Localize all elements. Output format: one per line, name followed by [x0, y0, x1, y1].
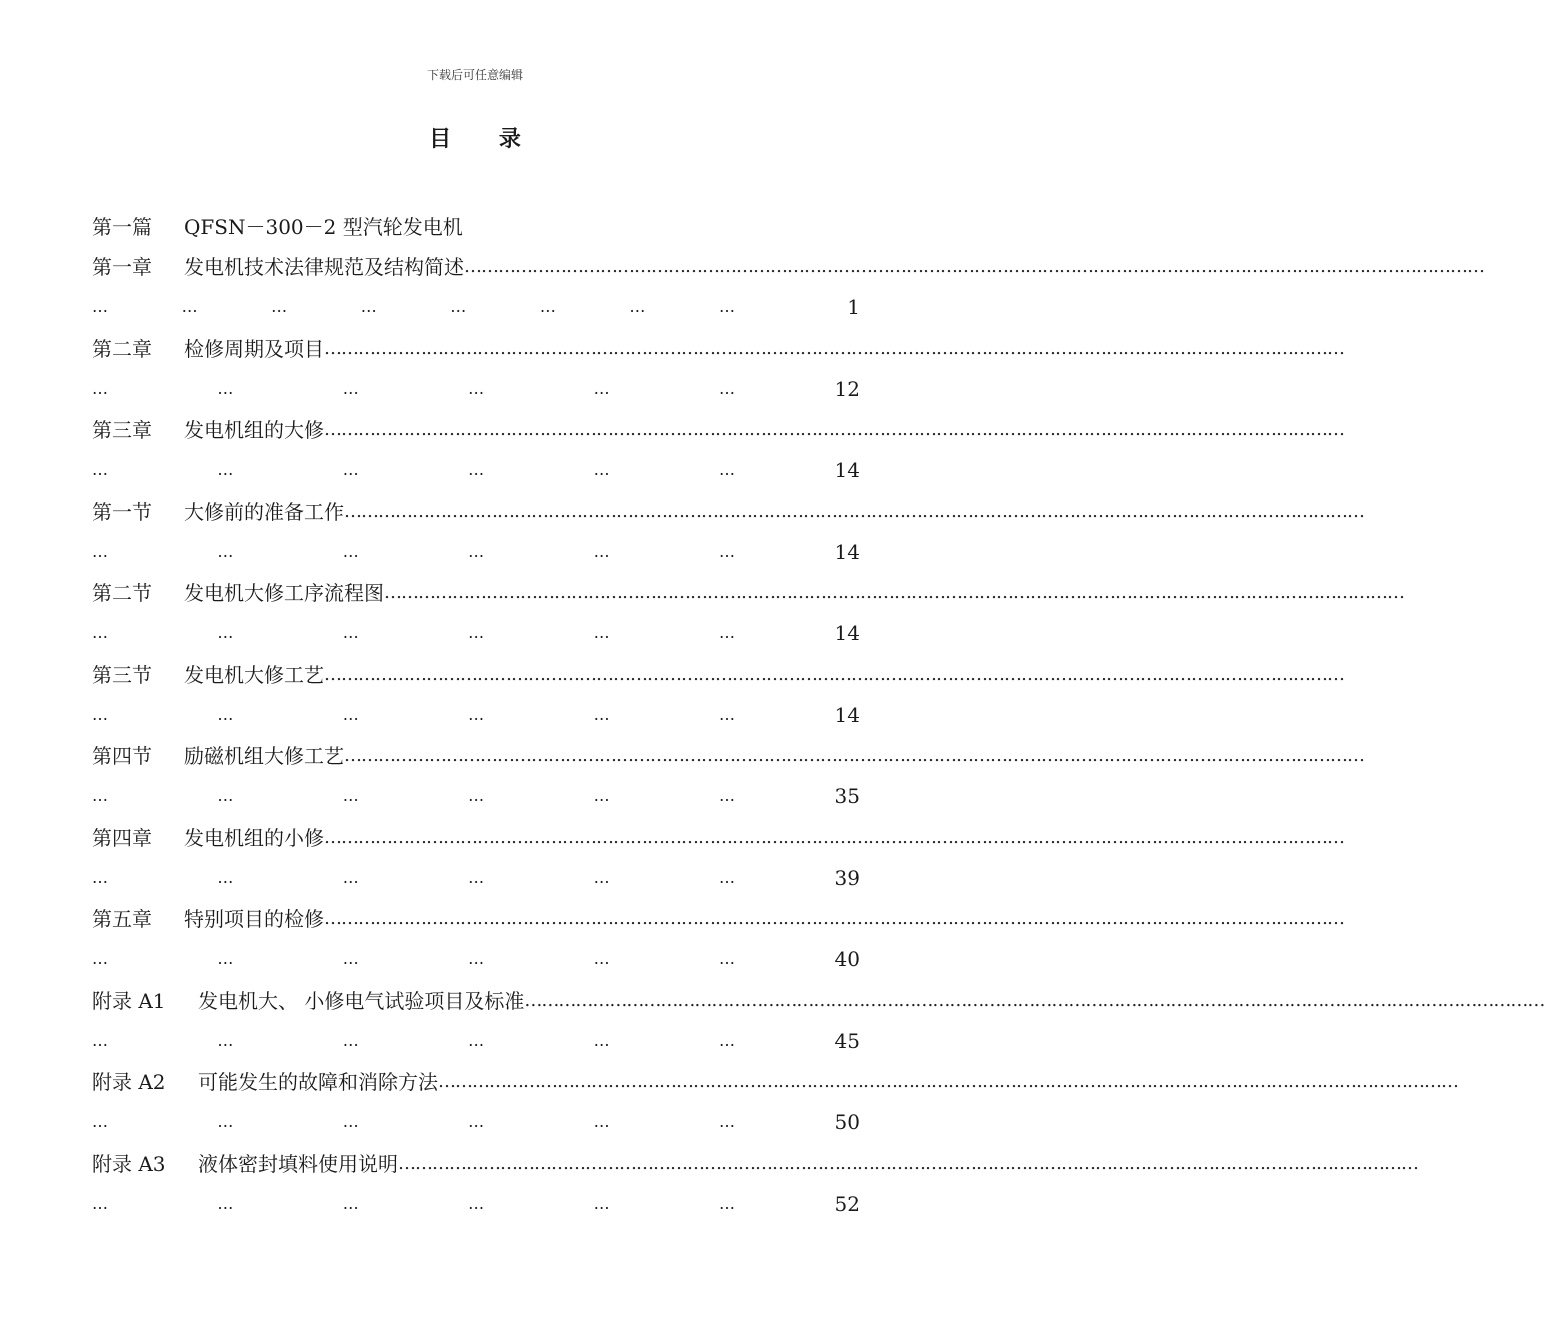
toc-entry-page: 14	[834, 458, 860, 482]
dot-leader: ………………………………………………………………………………………………………………………………………………………………	[324, 826, 1344, 848]
toc-entry-page: 45	[834, 1028, 860, 1053]
dot-leader-continuation: … … … … … …	[92, 1112, 734, 1131]
toc-entry-label: 第一章	[92, 255, 152, 279]
toc-entry-page: 12	[834, 376, 860, 401]
toc-entry-label: 第三章	[92, 418, 152, 442]
toc-entry-title: 检修周期及项目	[184, 336, 324, 361]
toc-entry[interactable]	[92, 415, 1344, 497]
toc-entry-title: 励磁机组大修工艺	[184, 744, 344, 768]
toc-entry-title: 发电机大修工艺	[184, 662, 324, 687]
toc-entry-label: 第四节	[92, 744, 152, 768]
dot-leader: ………………………………………………………………………………………………………………………………………………………………	[464, 256, 1484, 277]
dot-leader: ………………………………………………………………………………………………………………………………………………………………	[398, 1152, 1418, 1174]
part-text: QFSN－300－2 型汽轮发电机	[184, 215, 463, 239]
toc-entry[interactable]	[92, 741, 1364, 823]
dot-leader-continuation: … … … … … …	[92, 541, 734, 561]
toc-entry-page: 14	[834, 539, 860, 564]
part-heading	[92, 212, 862, 242]
toc-entry[interactable]	[92, 823, 1344, 905]
dot-leader-continuation: … … … … … …	[92, 786, 734, 805]
toc-entry[interactable]	[92, 497, 1364, 579]
toc-entry-label: 第一节	[92, 499, 152, 524]
toc-entry-label: 第五章	[92, 907, 152, 931]
dot-leader: ………………………………………………………………………………………………………………………………………………………………	[344, 745, 1364, 766]
toc-entry-label: 附录 A1	[92, 988, 166, 1013]
toc-entry-title: 发电机大修工序流程图	[184, 581, 384, 605]
dot-leader: ………………………………………………………………………………………………………………………………………………………………	[384, 582, 1404, 603]
toc-entry-page: 39	[834, 865, 860, 890]
toc-entry-title: 可能发生的故障和消除方法	[198, 1070, 438, 1094]
toc-entry-page: 14	[834, 621, 860, 645]
dot-leader: ………………………………………………………………………………………………………………………………………………………………	[524, 989, 1544, 1011]
toc-list	[92, 252, 1544, 1230]
toc-entry[interactable]	[92, 578, 1404, 660]
toc-entry-title: 液体密封填料使用说明	[198, 1151, 398, 1176]
toc-entry-title: 特别项目的检修	[184, 907, 324, 931]
toc-entry-label: 第三节	[92, 662, 152, 687]
toc-entry-page: 52	[834, 1191, 860, 1216]
dot-leader-continuation: … … … … … …	[92, 1193, 734, 1213]
dot-leader-continuation: … … … … … …	[92, 1030, 734, 1050]
toc-entry[interactable]	[92, 1149, 1418, 1231]
toc-entry-title: 发电机技术法律规范及结构简述	[184, 255, 464, 279]
dot-leader-continuation: … … … … … …	[92, 704, 734, 724]
dot-leader: ………………………………………………………………………………………………………………………………………………………………	[324, 337, 1344, 359]
header-note: 下载后可任意编辑	[426, 68, 523, 82]
dot-leader-continuation: … … … … … …	[92, 623, 734, 642]
toc-entry[interactable]	[92, 986, 1544, 1068]
toc-entry-label: 第四章	[92, 825, 152, 850]
toc-entry-title: 大修前的准备工作	[184, 499, 344, 524]
dot-leader: ………………………………………………………………………………………………………………………………………………………………	[324, 908, 1344, 929]
toc-entry-page: 40	[834, 947, 860, 971]
dot-leader: ………………………………………………………………………………………………………………………………………………………………	[324, 419, 1344, 440]
toc-entry-label: 第二章	[92, 336, 152, 361]
toc-entry-label: 附录 A2	[92, 1070, 166, 1094]
toc-entry-title: 发电机组的大修	[184, 418, 324, 442]
toc-entry-page: 50	[834, 1110, 860, 1134]
dot-leader-continuation: … … … … … … … …	[92, 297, 734, 316]
toc-entry-page: 1	[847, 295, 860, 319]
dot-leader-continuation: … … … … … …	[92, 460, 734, 479]
dot-leader: ………………………………………………………………………………………………………………………………………………………………	[344, 500, 1364, 522]
toc-entry-title: 发电机组的小修	[184, 825, 324, 850]
toc-entry-page: 14	[834, 702, 860, 727]
toc-entry-label: 附录 A3	[92, 1151, 166, 1176]
toc-entry-page: 35	[834, 784, 860, 808]
page-title: 目 录	[429, 127, 541, 152]
toc-entry[interactable]	[92, 1067, 1458, 1149]
dot-leader: ………………………………………………………………………………………………………………………………………………………………	[438, 1071, 1458, 1092]
dot-leader: ………………………………………………………………………………………………………………………………………………………………	[324, 663, 1344, 685]
part-label: 第一篇	[92, 215, 152, 239]
toc-entry-label: 第二节	[92, 581, 152, 605]
toc-entry[interactable]	[92, 660, 1344, 742]
toc-entry[interactable]	[92, 334, 1344, 416]
dot-leader-continuation: … … … … … …	[92, 867, 734, 887]
toc-entry[interactable]	[92, 904, 1344, 986]
toc-entry[interactable]	[92, 252, 1484, 334]
dot-leader-continuation: … … … … … …	[92, 949, 734, 968]
toc-entry-title: 发电机大、 小修电气试验项目及标准	[198, 988, 525, 1013]
dot-leader-continuation: … … … … … …	[92, 378, 734, 398]
